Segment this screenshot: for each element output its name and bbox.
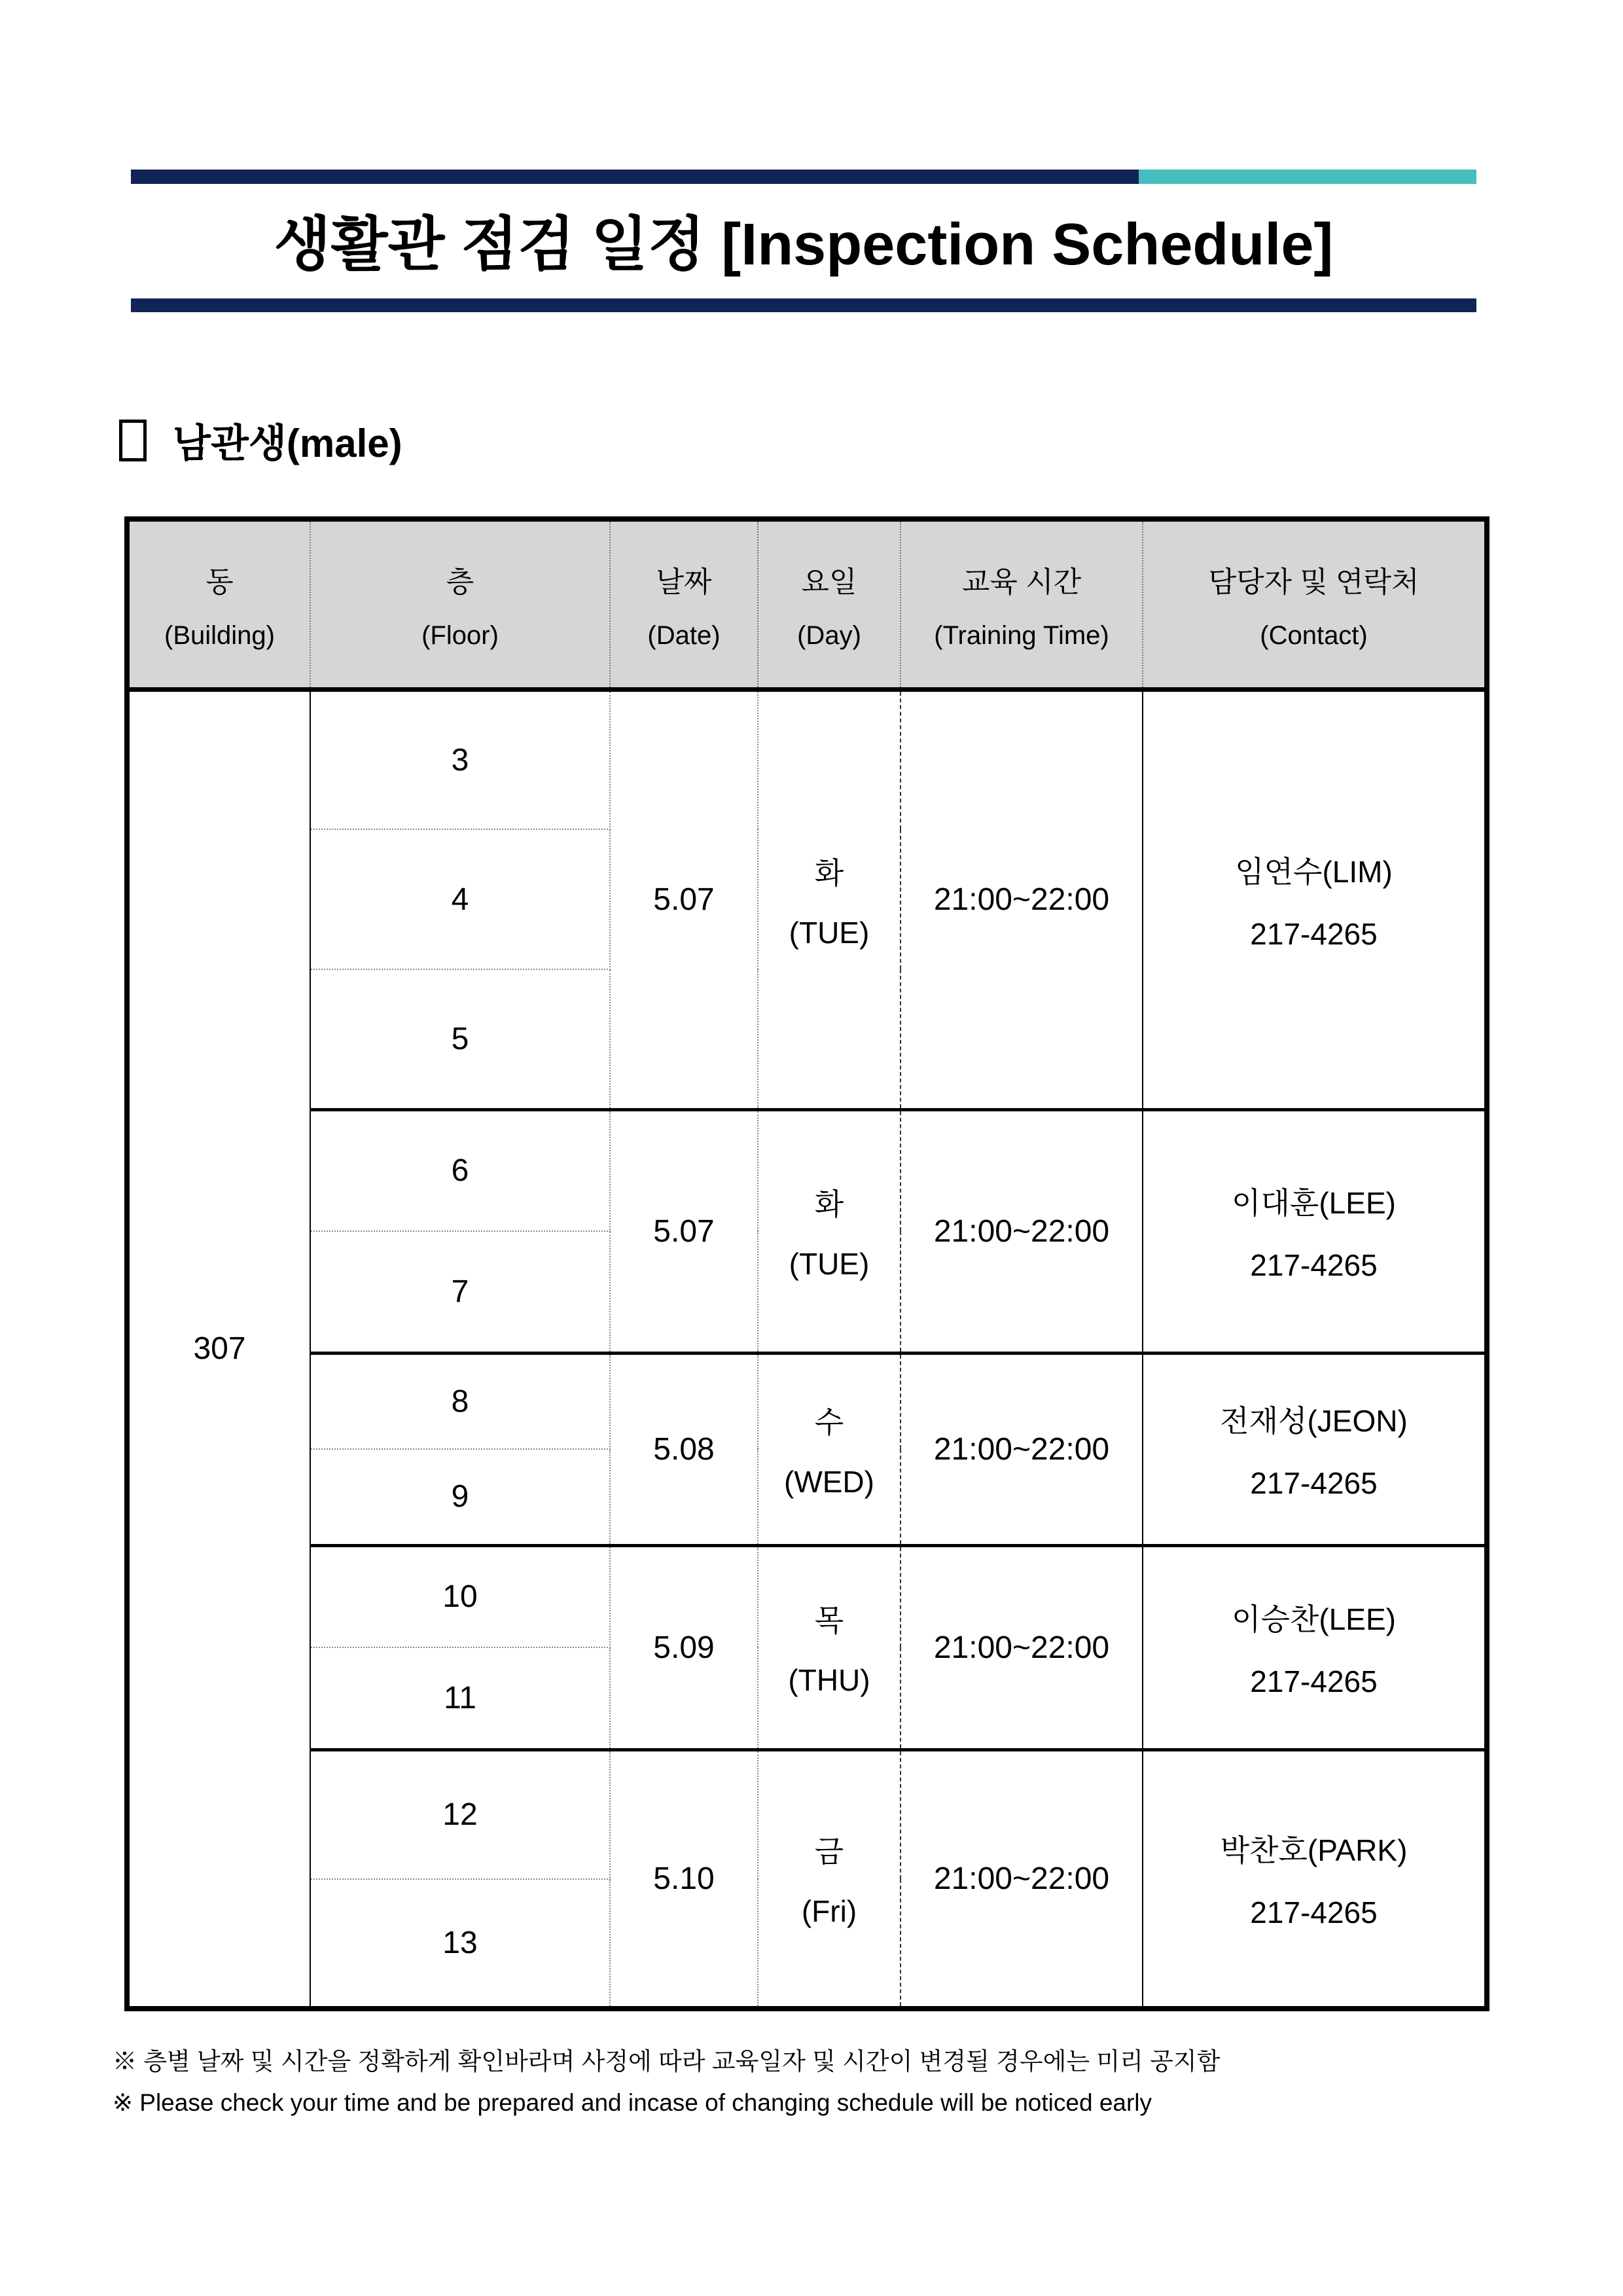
floor-cell: 11 bbox=[310, 1647, 610, 1749]
footnote-korean: ※ 층별 날짜 및 시간을 정확하게 확인바라며 사정에 따라 교육일자 및 시간이 변경될 경우에는 미리 공지함 bbox=[113, 2048, 1221, 2075]
day-cell bbox=[758, 1749, 901, 2009]
contact-name: 임연수(LIM) bbox=[1235, 854, 1393, 889]
header-row bbox=[127, 519, 1487, 689]
contact-cell bbox=[1143, 689, 1487, 1109]
table-row bbox=[127, 1749, 1487, 1879]
header-building-en: (Building) bbox=[164, 620, 275, 650]
contact-phone: 217-4265 bbox=[1250, 916, 1378, 951]
title-top-bar-navy bbox=[131, 170, 1139, 184]
contact-phone: 217-4265 bbox=[1250, 1248, 1378, 1282]
building-cell: 307 bbox=[127, 689, 310, 2009]
header-floor-en: (Floor) bbox=[421, 620, 499, 650]
contact-phone: 217-4265 bbox=[1250, 1466, 1378, 1500]
floor-cell: 6 bbox=[310, 1109, 610, 1231]
day-english: (Fri) bbox=[801, 1894, 857, 1929]
date-cell: 5.09 bbox=[610, 1545, 758, 1749]
day-korean: 화 bbox=[814, 855, 844, 890]
table-row bbox=[127, 1353, 1487, 1449]
title-top-bar bbox=[131, 170, 1476, 184]
time-cell: 21:00~22:00 bbox=[901, 689, 1143, 1109]
title-bottom-bar bbox=[131, 298, 1476, 312]
time-cell: 21:00~22:00 bbox=[901, 1353, 1143, 1545]
table-row bbox=[127, 689, 1487, 829]
day-korean: 목 bbox=[814, 1604, 844, 1638]
contact-name: 박찬호(PARK) bbox=[1220, 1833, 1408, 1868]
section-label: 남관생(male) bbox=[173, 422, 402, 465]
header-contact-ko: 담당자 및 연락처 bbox=[1208, 565, 1419, 598]
header-building-ko: 동 bbox=[205, 565, 234, 598]
time-cell: 21:00~22:00 bbox=[901, 1749, 1143, 2009]
time-cell: 21:00~22:00 bbox=[901, 1545, 1143, 1749]
date-cell: 5.07 bbox=[610, 689, 758, 1109]
contact-name: 이승찬(LEE) bbox=[1232, 1602, 1396, 1636]
floor-cell: 5 bbox=[310, 969, 610, 1109]
day-korean: 금 bbox=[814, 1835, 844, 1869]
header-day-ko: 요일 bbox=[801, 565, 857, 598]
day-cell bbox=[758, 1109, 901, 1353]
floor-cell: 3 bbox=[310, 689, 610, 829]
title-top-bar-teal bbox=[1139, 170, 1476, 184]
day-english: (THU) bbox=[788, 1663, 870, 1697]
inspection-schedule-table bbox=[124, 516, 1489, 2011]
table-row bbox=[127, 1545, 1487, 1647]
footnote-english: ※ Please check your time and be prepared and incase of changing schedule will be noticed early bbox=[113, 2089, 1152, 2116]
day-cell bbox=[758, 1545, 901, 1749]
header-date bbox=[610, 519, 758, 689]
contact-cell bbox=[1143, 1353, 1487, 1545]
floor-cell: 4 bbox=[310, 829, 610, 969]
contact-phone: 217-4265 bbox=[1250, 1664, 1378, 1698]
header-time-ko: 교육 시간 bbox=[961, 565, 1082, 598]
time-cell: 21:00~22:00 bbox=[901, 1109, 1143, 1353]
page-title: 생활관 점검 일정 [Inspection Schedule] bbox=[274, 212, 1334, 278]
day-korean: 화 bbox=[814, 1187, 844, 1221]
date-cell: 5.07 bbox=[610, 1109, 758, 1353]
floor-cell: 13 bbox=[310, 1879, 610, 2009]
day-english: (TUE) bbox=[789, 1247, 870, 1281]
header-building bbox=[127, 519, 310, 689]
header-day-en: (Day) bbox=[797, 620, 861, 650]
floor-cell: 10 bbox=[310, 1545, 610, 1647]
day-english: (TUE) bbox=[789, 915, 870, 950]
contact-cell bbox=[1143, 1545, 1487, 1749]
schedule-table-wrapper bbox=[124, 516, 1489, 2011]
day-korean: 수 bbox=[814, 1405, 844, 1439]
header-time bbox=[901, 519, 1143, 689]
section-header bbox=[119, 416, 402, 465]
contact-name: 이대훈(LEE) bbox=[1232, 1186, 1396, 1220]
header-contact-en: (Contact) bbox=[1260, 620, 1368, 650]
contact-name: 전재성(JEON) bbox=[1220, 1404, 1408, 1438]
contact-cell bbox=[1143, 1109, 1487, 1353]
floor-cell: 9 bbox=[310, 1449, 610, 1545]
date-cell: 5.08 bbox=[610, 1353, 758, 1545]
contact-phone: 217-4265 bbox=[1250, 1895, 1378, 1930]
floor-cell: 7 bbox=[310, 1231, 610, 1353]
header-date-en: (Date) bbox=[647, 620, 721, 650]
header-date-ko: 날짜 bbox=[656, 565, 712, 598]
header-day bbox=[758, 519, 901, 689]
day-cell bbox=[758, 689, 901, 1109]
table-row bbox=[127, 1109, 1487, 1231]
day-cell bbox=[758, 1353, 901, 1545]
date-cell: 5.10 bbox=[610, 1749, 758, 2009]
day-english: (WED) bbox=[784, 1465, 874, 1499]
floor-cell: 12 bbox=[310, 1749, 610, 1879]
footnotes bbox=[113, 2041, 1520, 2123]
header-floor bbox=[310, 519, 610, 689]
floor-cell: 8 bbox=[310, 1353, 610, 1449]
checkbox-icon bbox=[119, 420, 147, 461]
header-time-en: (Training Time) bbox=[934, 620, 1109, 650]
contact-cell bbox=[1143, 1749, 1487, 2009]
header-floor-ko: 층 bbox=[446, 565, 474, 598]
header-contact bbox=[1143, 519, 1487, 689]
